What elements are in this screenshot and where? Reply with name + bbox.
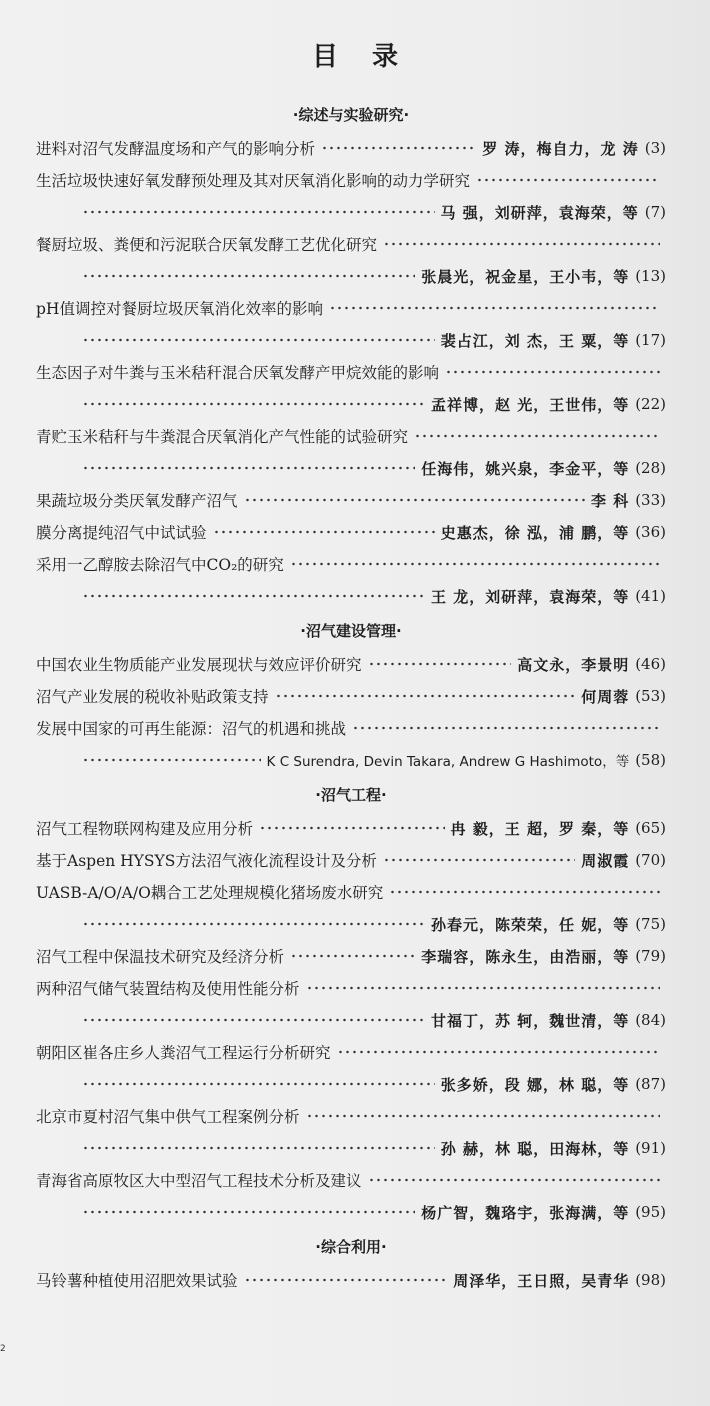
toc-entry-continuation[interactable]	[36, 260, 666, 292]
toc-entry[interactable]	[36, 548, 666, 580]
toc-entry[interactable]	[36, 712, 666, 744]
toc-entry-continuation[interactable]	[36, 1132, 666, 1164]
leader-dots	[368, 1176, 660, 1184]
entry-authors: 甘福丁，苏 轲，魏世清，等	[430, 1011, 630, 1030]
entry-page-number: (95)	[635, 1203, 666, 1221]
entry-authors: 冉 毅，王 超，罗 秦，等	[450, 819, 630, 838]
entry-page-number: (75)	[635, 915, 666, 933]
toc-entry[interactable]	[36, 1164, 666, 1196]
toc-entry-continuation[interactable]	[36, 1004, 666, 1036]
leader-dots	[414, 432, 660, 440]
entry-title: 青海省高原牧区大中型沼气工程技术分析及建议	[36, 1172, 362, 1190]
entry-authors: 李 科	[590, 491, 630, 510]
leader-dots	[82, 1016, 425, 1024]
leader-dots	[244, 496, 585, 504]
toc-entry[interactable]	[36, 648, 666, 680]
entry-title: UASB-A/O/A/O耦合工艺处理规模化猪场废水研究	[36, 884, 384, 902]
toc-entry[interactable]	[36, 516, 666, 548]
entry-title: 进料对沼气发酵温度场和产气的影响分析	[36, 140, 316, 158]
toc-entry-continuation[interactable]	[36, 452, 666, 484]
entry-page-number: (7)	[644, 203, 666, 221]
entry-title: 基于Aspen HYSYS方法沼气液化流程设计及分析	[36, 852, 377, 870]
toc-entry-continuation[interactable]	[36, 580, 666, 612]
entry-title: 采用一乙醇胺去除沼气中CO₂的研究	[36, 556, 284, 574]
leader-dots	[82, 920, 425, 928]
entry-page-number: (17)	[635, 331, 666, 349]
toc-entry-continuation[interactable]	[36, 196, 666, 228]
toc-entry[interactable]	[36, 972, 666, 1004]
toc-entry[interactable]	[36, 228, 666, 260]
leader-dots	[290, 560, 660, 568]
entry-authors: 史惠杰，徐 泓，浦 鹏，等	[440, 523, 630, 542]
entry-page-number: (41)	[635, 587, 666, 605]
entry-authors: 高文永，李景明	[517, 655, 630, 674]
toc-entry[interactable]	[36, 164, 666, 196]
entry-title: 沼气产业发展的税收补贴政策支持	[36, 688, 269, 706]
leader-dots	[389, 888, 660, 896]
entry-title: 生活垃圾快速好氧发酵预处理及其对厌氧消化影响的动力学研究	[36, 172, 471, 190]
leader-dots	[82, 336, 435, 344]
entry-authors: 周泽华，王日照，吴青华	[453, 1271, 630, 1290]
entry-page-number: (13)	[635, 267, 666, 285]
toc-entry[interactable]	[36, 1036, 666, 1068]
entry-title: 两种沼气储气装置结构及使用性能分析	[36, 980, 300, 998]
leader-dots	[213, 528, 435, 536]
toc-entry-continuation[interactable]	[36, 324, 666, 356]
entry-page-number: (87)	[635, 1075, 666, 1093]
leader-dots	[82, 1144, 435, 1152]
leader-dots	[82, 208, 435, 216]
entry-title: 中国农业生物质能产业发展现状与效应评价研究	[36, 656, 362, 674]
toc-entry-continuation[interactable]	[36, 744, 666, 776]
toc-entry[interactable]	[36, 484, 666, 516]
toc-entry-continuation[interactable]	[36, 1068, 666, 1100]
entry-title: 沼气工程中保温技术研究及经济分析	[36, 948, 285, 966]
entry-title: 发展中国家的可再生能源：沼气的机遇和挑战	[36, 720, 347, 738]
toc-entry[interactable]	[36, 420, 666, 452]
leader-dots	[82, 592, 425, 600]
entry-authors: 孟祥博，赵 光，王世伟，等	[430, 395, 630, 414]
section-heading: ·沼气建设管理·	[300, 621, 402, 640]
section-heading: ·综述与实验研究·	[292, 105, 410, 124]
entry-page-number: (28)	[635, 459, 666, 477]
toc-entry-continuation[interactable]	[36, 388, 666, 420]
leader-dots	[82, 272, 415, 280]
entry-title: 朝阳区崔各庄乡人粪沼气工程运行分析研究	[36, 1044, 331, 1062]
entry-page-number: (70)	[635, 851, 666, 869]
table-of-contents	[36, 96, 666, 1296]
leader-dots	[306, 1112, 660, 1120]
toc-entry[interactable]	[36, 1264, 666, 1296]
entry-authors: 裴占江，刘 杰，王 粟，等	[440, 331, 630, 350]
toc-entry-continuation[interactable]	[36, 1196, 666, 1228]
entry-authors: 李瑞容，陈永生，由浩丽，等	[421, 947, 630, 966]
leader-dots	[306, 984, 660, 992]
leader-dots	[383, 240, 660, 248]
toc-entry[interactable]	[36, 1100, 666, 1132]
leader-dots	[82, 400, 425, 408]
leader-dots	[82, 464, 415, 472]
section-heading: ·沼气工程·	[315, 785, 387, 804]
entry-title: 马铃薯种植使用沼肥效果试验	[36, 1272, 238, 1290]
section-heading: ·综合利用·	[315, 1237, 387, 1256]
leader-dots	[82, 1080, 435, 1088]
entry-page-number: (36)	[635, 523, 666, 541]
leader-dots	[290, 952, 415, 960]
entry-page-number: (84)	[635, 1011, 666, 1029]
leader-dots	[82, 1208, 415, 1216]
entry-page-number: (3)	[644, 139, 666, 157]
entry-authors: 孙春元，陈荣荣，任 妮，等	[430, 915, 630, 934]
toc-entry[interactable]	[36, 292, 666, 324]
entry-title: 青贮玉米秸秆与牛粪混合厌氧消化产气性能的试验研究	[36, 428, 409, 446]
leader-dots	[259, 824, 445, 832]
entry-page-number: (65)	[635, 819, 666, 837]
toc-entry[interactable]	[36, 812, 666, 844]
entry-authors: 罗 涛，梅自力，龙 涛	[482, 139, 639, 158]
toc-entry[interactable]	[36, 132, 666, 164]
leader-dots	[337, 1048, 660, 1056]
entry-page-number: (58)	[635, 751, 666, 769]
leader-dots	[476, 176, 660, 184]
entry-title: 生态因子对牛粪与玉米秸秆混合厌氧发酵产甲烷效能的影响	[36, 364, 440, 382]
toc-entry[interactable]	[36, 876, 666, 908]
toc-entry-continuation[interactable]	[36, 908, 666, 940]
toc-entry[interactable]	[36, 844, 666, 876]
leader-dots	[383, 856, 575, 864]
leader-dots	[368, 660, 512, 668]
leader-dots	[445, 368, 660, 376]
toc-entry[interactable]	[36, 680, 666, 712]
entry-authors: 张多娇，段 娜，林 聪，等	[440, 1075, 630, 1094]
entry-page-number: (98)	[635, 1271, 666, 1289]
entry-authors: 张晨光，祝金星，王小韦，等	[421, 267, 630, 286]
toc-entry[interactable]	[36, 940, 666, 972]
entry-title: 北京市夏村沼气集中供气工程案例分析	[36, 1108, 300, 1126]
entry-page-number: (22)	[635, 395, 666, 413]
entry-page-number: (53)	[635, 687, 666, 705]
entry-authors: 王 龙，刘研萍，袁海荣，等	[430, 587, 630, 606]
toc-entry[interactable]	[36, 356, 666, 388]
page-title: 目录	[311, 42, 432, 72]
entry-page-number: (46)	[635, 655, 666, 673]
entry-authors: 周淑霞	[581, 851, 630, 870]
entry-authors: K C Surendra, Devin Takara, Andrew G Hashimoto，等	[266, 754, 630, 770]
entry-page-number: (79)	[635, 947, 666, 965]
page-corner-mark: 2	[0, 1344, 6, 1354]
leader-dots	[244, 1276, 448, 1284]
entry-authors: 何周蓉	[581, 687, 630, 706]
entry-title: 果蔬垃圾分类厌氧发酵产沼气	[36, 492, 238, 510]
entry-authors: 马 强，刘研萍，袁海荣，等	[440, 203, 639, 222]
leader-dots	[352, 724, 660, 732]
entry-authors: 杨广智，魏珞宇，张海满，等	[421, 1203, 630, 1222]
entry-title: 膜分离提纯沼气中试试验	[36, 524, 207, 542]
entry-authors: 任海伟，姚兴泉，李金平，等	[421, 459, 630, 478]
entry-page-number: (91)	[635, 1139, 666, 1157]
entry-page-number: (33)	[635, 491, 666, 509]
leader-dots	[329, 304, 660, 312]
entry-title: pH值调控对餐厨垃圾厌氧消化效率的影响	[36, 300, 323, 318]
leader-dots	[82, 756, 261, 764]
entry-title: 餐厨垃圾、粪便和污泥联合厌氧发酵工艺优化研究	[36, 236, 378, 254]
leader-dots	[275, 692, 576, 700]
entry-authors: 孙 赫，林 聪，田海林，等	[440, 1139, 630, 1158]
leader-dots	[321, 144, 476, 152]
entry-title: 沼气工程物联网构建及应用分析	[36, 820, 254, 838]
